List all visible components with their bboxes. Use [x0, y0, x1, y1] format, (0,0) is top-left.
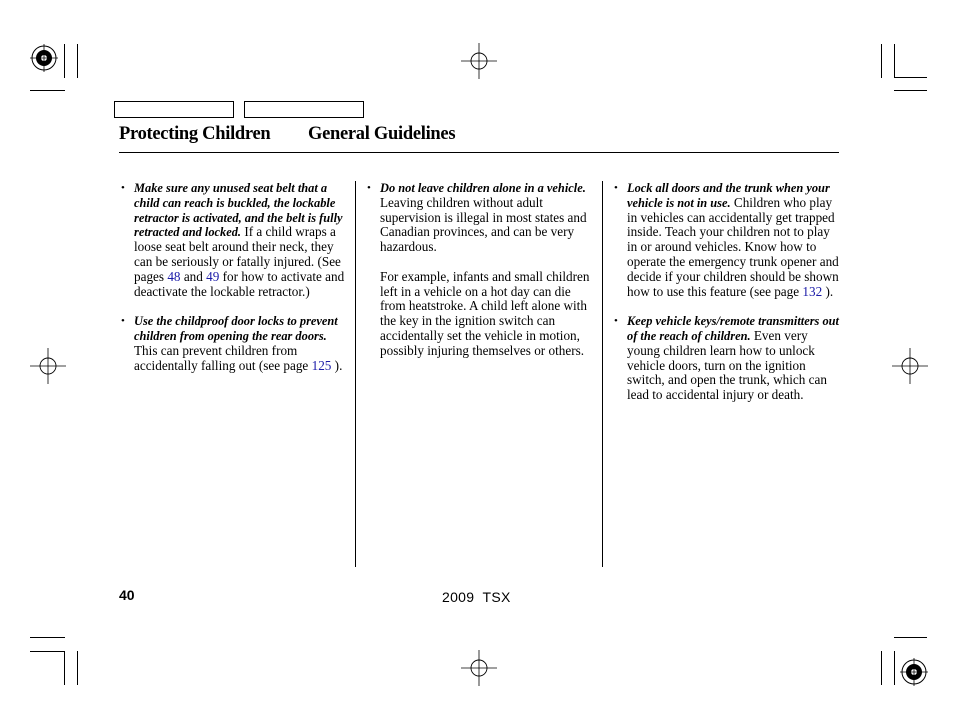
- header-rule: [119, 152, 839, 153]
- body-text: If a child wraps a loose seat belt around their neck, they can be seriously or fatally injured. (See pages: [134, 224, 341, 284]
- bold-lead: Make sure any unused seat belt that a child can reach is buckled, the lockable retractor is activated, and the belt is fully retracted and locked.: [134, 181, 343, 240]
- bullet-icon: •: [614, 315, 618, 328]
- bullet-icon: •: [614, 182, 618, 194]
- body-text: Leaving children without adult supervision is illegal in most states and Canadian provinces, and can be very hazardous.: [380, 194, 587, 255]
- crosshair-icon: [892, 348, 928, 384]
- body-paragraph: For example, infants and small children left in a vehicle on a hot day can die from heatstroke. A child left alone with the key in the ignition switch can accidentally set the vehicle in motion, possibly injuring themselves or others.: [380, 268, 590, 358]
- registration-target-icon: [900, 658, 928, 686]
- page-number: 40: [119, 587, 135, 603]
- body-text: This can prevent children from accidentally falling out (see page: [134, 342, 312, 373]
- column-divider: [355, 181, 356, 567]
- crosshair-icon: [461, 650, 497, 686]
- body-text: ).: [822, 283, 834, 299]
- header-tab-box-right: [244, 101, 364, 118]
- column-3: [615, 181, 841, 403]
- header-tab-box-left: [114, 101, 234, 118]
- list-item: [615, 314, 841, 403]
- body-text: and: [180, 268, 207, 284]
- registration-target-icon: [30, 44, 58, 72]
- body-text: ).: [331, 357, 343, 373]
- model-label: 2009 TSX: [442, 589, 511, 605]
- list-item: [368, 181, 594, 255]
- crosshair-icon: [461, 43, 497, 79]
- body-text: Even very young children learn how to unlock vehicle doors, turn on the ignition switch, and open the trunk, which can lead to accidental injury or death.: [627, 327, 827, 403]
- body-text: for how to activate and deactivate the lockable retractor.): [134, 268, 345, 299]
- page-link[interactable]: 125: [311, 357, 332, 373]
- column-1: [122, 181, 347, 373]
- body-text: Children who play in vehicles can accidentally get trapped inside. Teach your children not to play in or around vehicles. Know how to operate the emergency trunk opener and decide if your children should be shown how to use this feature (see page: [627, 194, 839, 299]
- list-item: [122, 314, 347, 373]
- list-item: [615, 181, 841, 299]
- bullet-icon: •: [367, 182, 371, 194]
- bold-lead: Keep vehicle keys/remote transmitters out of the reach of children.: [627, 314, 839, 343]
- bold-lead: Do not leave children alone in a vehicle.: [380, 181, 586, 195]
- bold-lead: Lock all doors and the trunk when your vehicle is not in use.: [627, 181, 830, 210]
- page-link[interactable]: 48: [167, 268, 181, 284]
- page-link[interactable]: 132: [802, 283, 823, 299]
- column-2: [368, 181, 594, 359]
- page-link[interactable]: 49: [206, 268, 220, 284]
- subsection-title: General Guidelines: [308, 124, 456, 144]
- column-divider: [602, 181, 603, 567]
- bullet-icon: •: [121, 315, 125, 328]
- section-title: Protecting Children: [119, 124, 271, 144]
- crosshair-icon: [30, 348, 66, 384]
- bullet-icon: •: [121, 182, 125, 194]
- list-item: [122, 181, 347, 299]
- bold-lead: Use the childproof door locks to prevent children from opening the rear doors.: [134, 314, 338, 343]
